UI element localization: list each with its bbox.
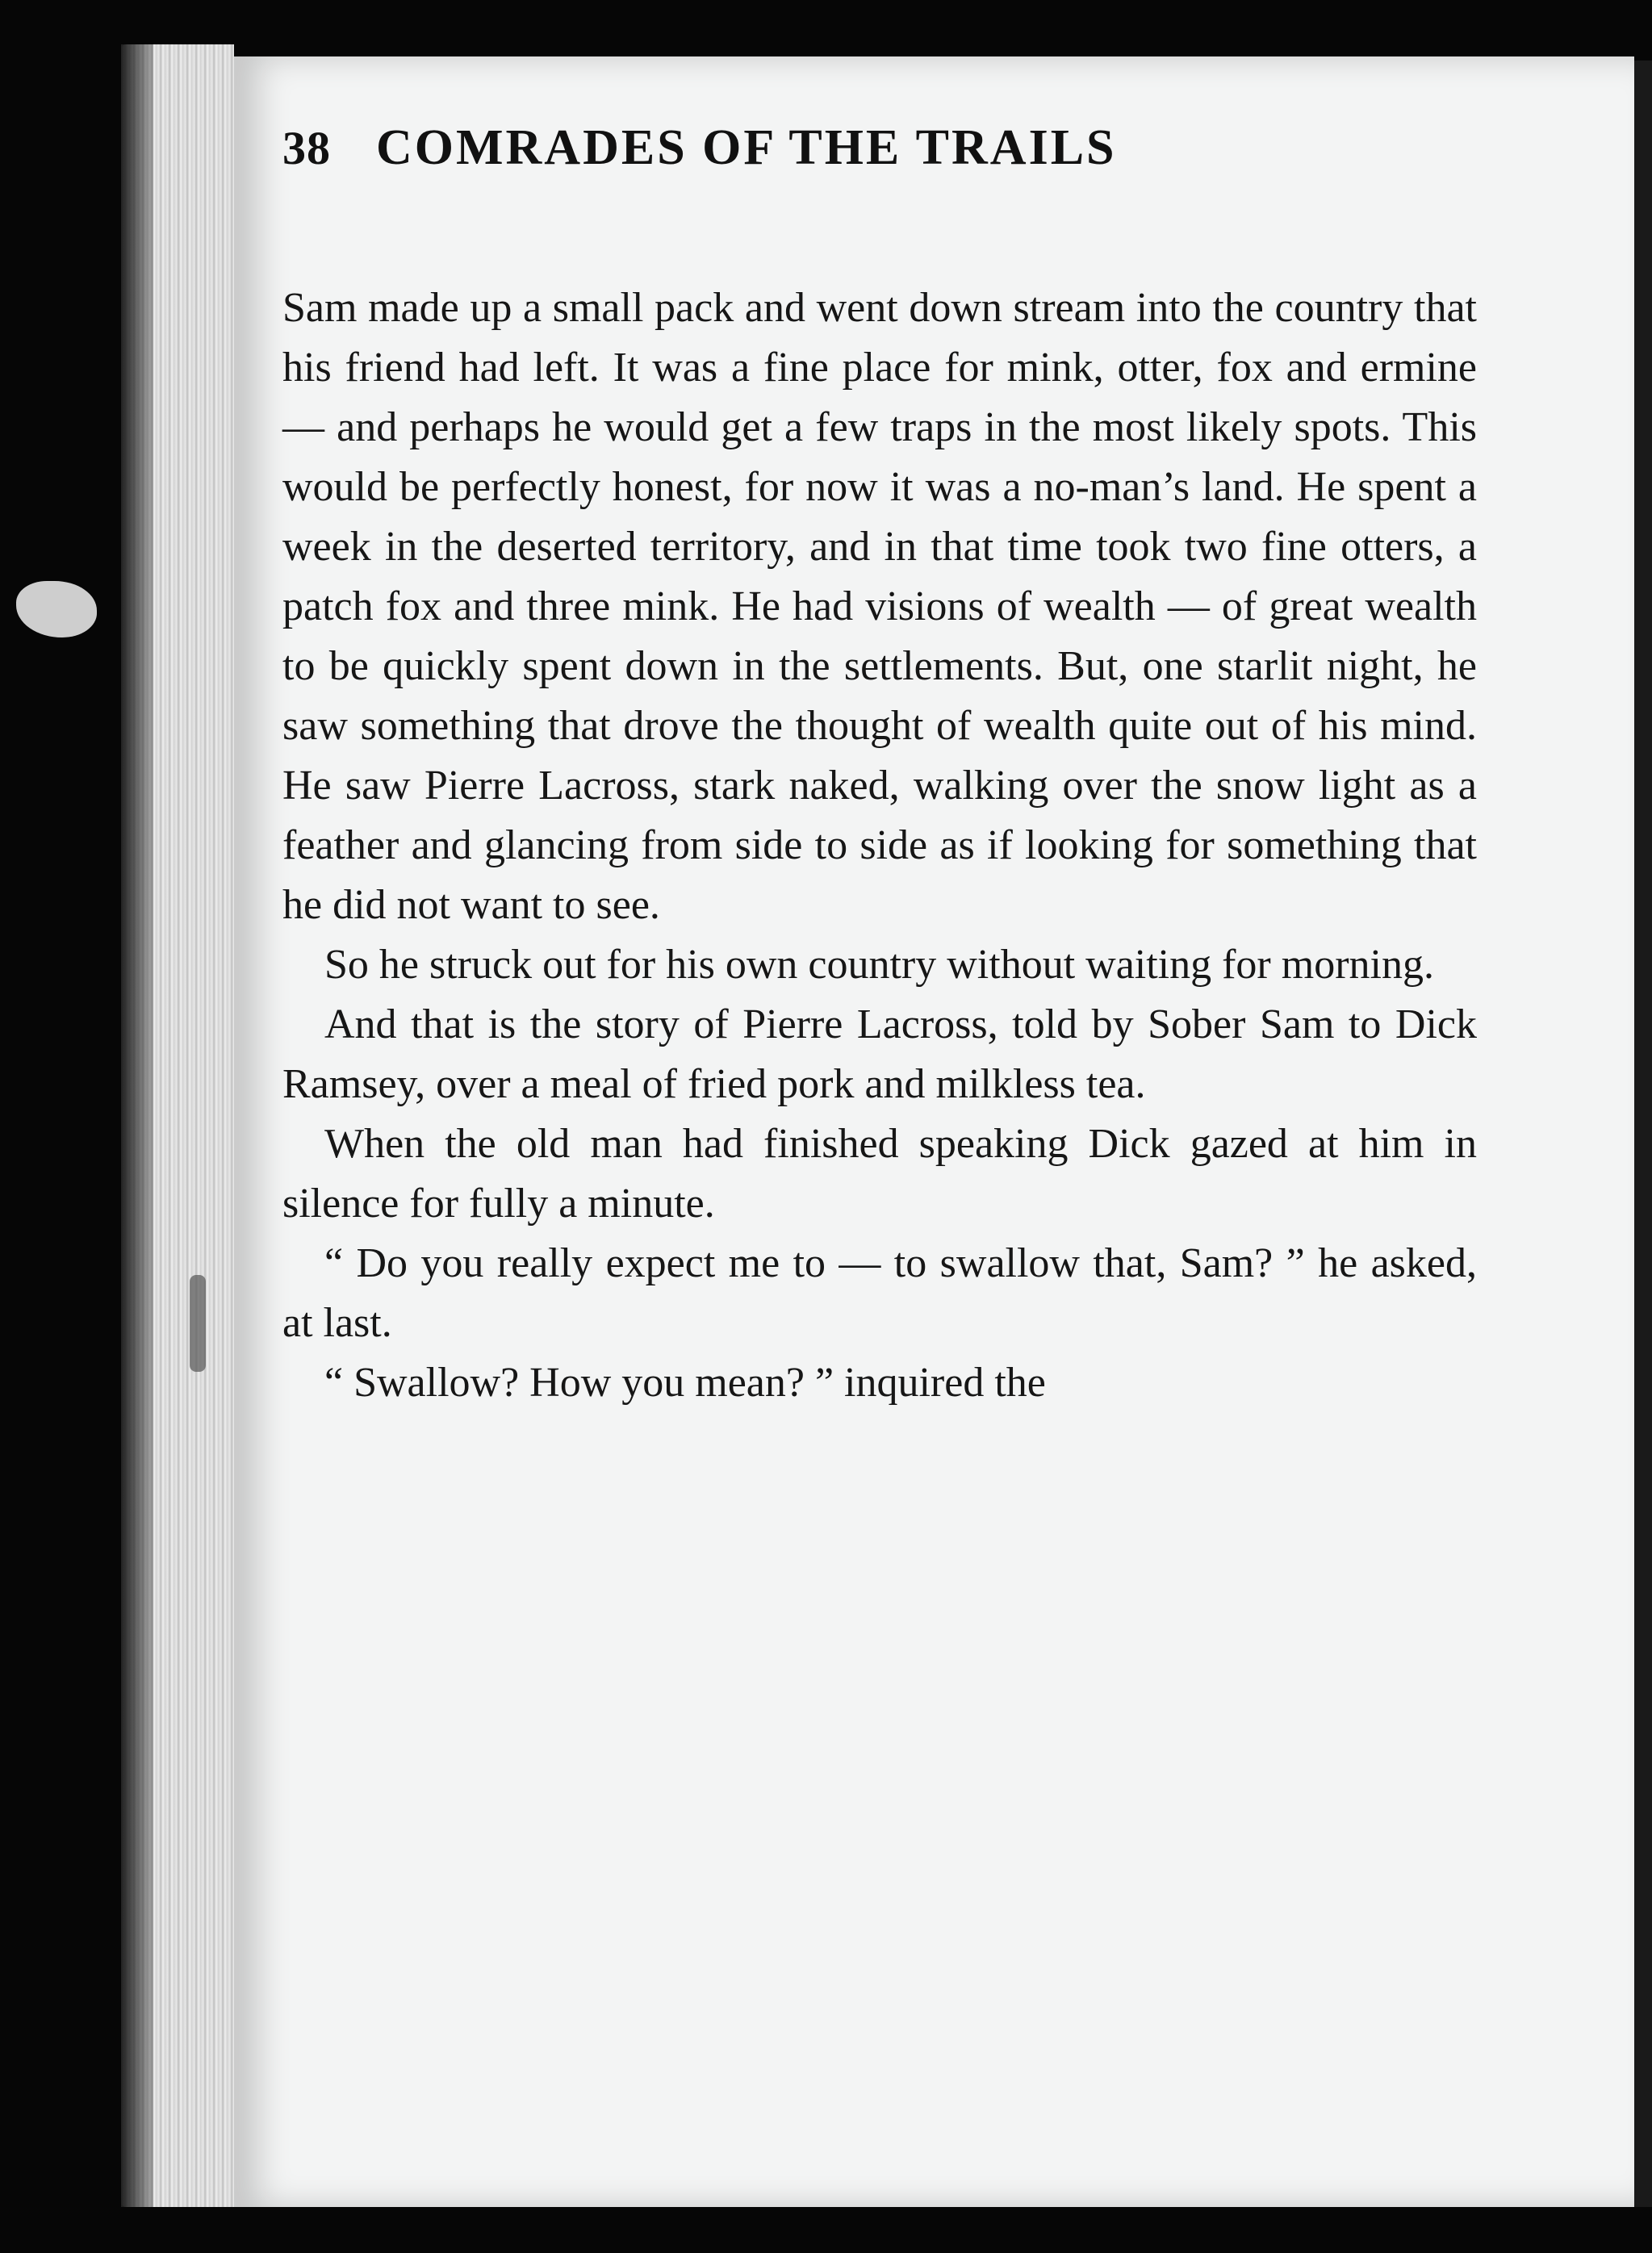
paragraph: “ Do you really expect me to — to swallow that, Sam? ” he asked, at last.: [282, 1240, 1477, 1346]
paragraph: When the old man had finished speaking Dick gazed at him in silence for fully a minute.: [282, 1121, 1477, 1227]
page-number: 38: [282, 122, 331, 174]
paragraph: “ Swallow? How you mean? ” inquired the: [324, 1360, 1046, 1406]
right-page-edge: [1634, 61, 1652, 2207]
paragraph: So he struck out for his own country without waiting for morning.: [324, 942, 1434, 988]
page-header: [282, 119, 1428, 208]
paragraph: And that is the story of Pierre Lacross, told by Sober Sam to Dick Ramsey, over a meal of fried pork and milkless tea.: [282, 1001, 1477, 1107]
page-edge-shadow: [121, 44, 153, 2207]
running-head: COMRADES OF THE TRAILS: [376, 120, 1117, 175]
binding-mark: [190, 1275, 206, 1372]
paragraph: Sam made up a small pack and went down stream into the country that his friend had left. It was a fine place for mink, otter, fox and ermine — and perhaps he would get a few traps in the most likely spots. This would be perfectly honest, for now it was a no-man’s land. He spent a week in the deserted territory, and in that time took two fine otters, a patch fox and three mink. He had visions of wealth — of great wealth to be quickly spent down in the settlements. But, one starlit night, he saw something that drove the thought of wealth quite out of his mind. He saw Pierre Lacross, stark naked, walking over the snow light as a feather and glancing from side to side as if looking for something that he did not want to see.: [282, 285, 1477, 928]
body-text: [282, 278, 1477, 1908]
